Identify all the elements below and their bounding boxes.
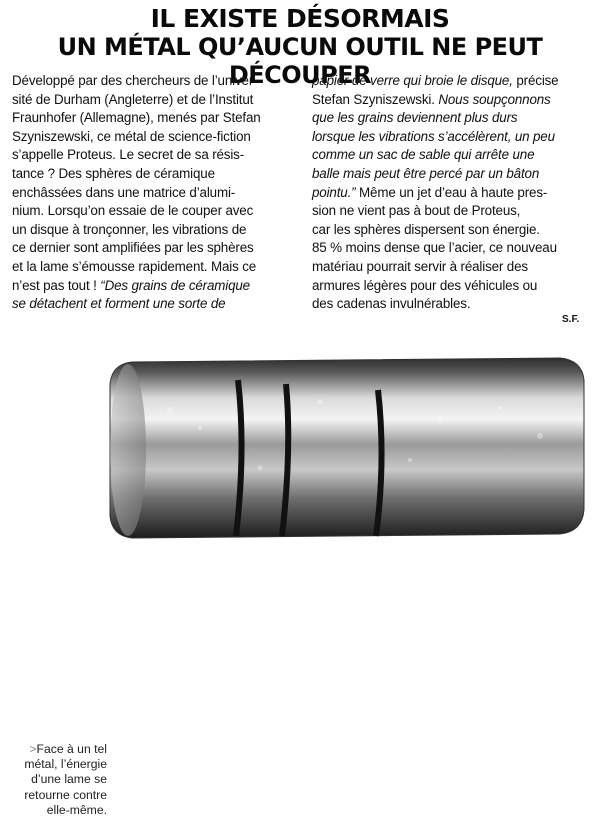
left-line-13: se détachent et forment une sorte de bbox=[12, 296, 226, 312]
article-left-column bbox=[12, 72, 302, 314]
texture-speck bbox=[258, 466, 263, 471]
caption-line-5: elle-même. bbox=[46, 802, 107, 817]
texture-speck bbox=[537, 433, 543, 439]
left-line-1: Développé par des chercheurs de l’univer- bbox=[12, 73, 258, 88]
right-line-4: lorsque les vibrations s’accélèrent, un peu bbox=[312, 128, 555, 144]
left-line-8: nium. Lorsqu’on essaie de le couper avec bbox=[12, 203, 254, 219]
article-right-column bbox=[312, 72, 594, 314]
left-line-6: tance ? Des sphères de céramique bbox=[12, 165, 215, 181]
right-attrib: précise bbox=[512, 73, 559, 88]
right-line-3: que les grains deviennent plus durs bbox=[312, 110, 518, 126]
left-line-10: ce dernier sont amplifiées par les sphères bbox=[12, 240, 254, 256]
caption-line-4: retourne contre bbox=[24, 787, 107, 802]
left-line-3: Fraunhofer (Allemagne), menés par Stefan bbox=[12, 110, 261, 126]
right-line-10: 85 % moins dense que l’acier, ce nouveau bbox=[312, 240, 557, 256]
right-author: Stefan Szyniszewski. bbox=[312, 91, 435, 107]
texture-speck bbox=[438, 418, 443, 423]
metal-cylinder-photo bbox=[0, 340, 600, 817]
right-line-9: car les sphères dispersent son énergie. bbox=[312, 221, 540, 237]
cylinder-end-cap bbox=[110, 364, 146, 536]
right-quote-end: pointu.” bbox=[312, 184, 356, 200]
texture-speck bbox=[498, 406, 502, 410]
right-line-5: comme un sac de sable qui arrête une bbox=[312, 147, 535, 163]
left-line-12 bbox=[12, 277, 302, 296]
caption-line-2: métal, l’énergie bbox=[24, 757, 107, 772]
right-quote-start: papier de verre qui broie le disque, bbox=[312, 73, 513, 88]
right-line-1 bbox=[312, 72, 594, 91]
right-waterjet: Même un jet d’eau à haute pres- bbox=[355, 184, 548, 200]
left-line-12-quote: “Des grains de céramique bbox=[100, 277, 250, 293]
right-line-7 bbox=[312, 184, 594, 203]
right-line-12: armures légères pour des véhicules ou bbox=[312, 277, 538, 293]
texture-speck bbox=[317, 399, 323, 405]
left-line-5: s’appelle Proteus. Le secret de sa résis- bbox=[12, 147, 245, 163]
left-line-12-roman: n’est pas tout ! bbox=[12, 277, 101, 293]
left-line-2: sité de Durham (Angleterre) et de l’Institut bbox=[12, 91, 254, 107]
right-line-11: matériau pourrait servir à réaliser des bbox=[312, 258, 528, 274]
author-signature: S.F. bbox=[562, 314, 580, 325]
cylinder-illustration bbox=[0, 340, 600, 540]
left-line-7: enchâssées dans une matrice d’alumi- bbox=[12, 184, 236, 200]
left-line-11: et la lame s’émousse rapidement. Mais ce bbox=[12, 258, 257, 274]
caption-line-3: d’une lame se bbox=[31, 772, 107, 787]
caption-marker: > bbox=[29, 742, 37, 756]
caption-line-1: Face à un tel bbox=[36, 742, 107, 756]
right-line-6: balle mais peut être percé par un bâton bbox=[312, 165, 540, 181]
cylinder-body bbox=[110, 358, 584, 538]
headline-line-2: UN MÉTAL QU’AUCUN OUTIL NE PEUT DÉCOUPER bbox=[57, 33, 543, 89]
right-quote-cont: Nous soupçonnons bbox=[434, 91, 551, 107]
right-line-2 bbox=[312, 91, 594, 110]
left-line-9: un disque à tronçonner, les vibrations de bbox=[12, 221, 247, 237]
right-line-13: des cadenas invulnérables. bbox=[312, 296, 471, 312]
headline-line-1: IL EXISTE DÉSORMAIS bbox=[150, 4, 450, 33]
photo-caption bbox=[12, 742, 107, 818]
right-line-8: sion ne vient pas à bout de Proteus, bbox=[312, 203, 521, 219]
left-line-4: Szyniszewski, ce métal de science-fiction bbox=[12, 128, 251, 144]
texture-speck bbox=[408, 458, 412, 462]
texture-speck bbox=[198, 426, 202, 430]
texture-speck bbox=[167, 407, 173, 413]
